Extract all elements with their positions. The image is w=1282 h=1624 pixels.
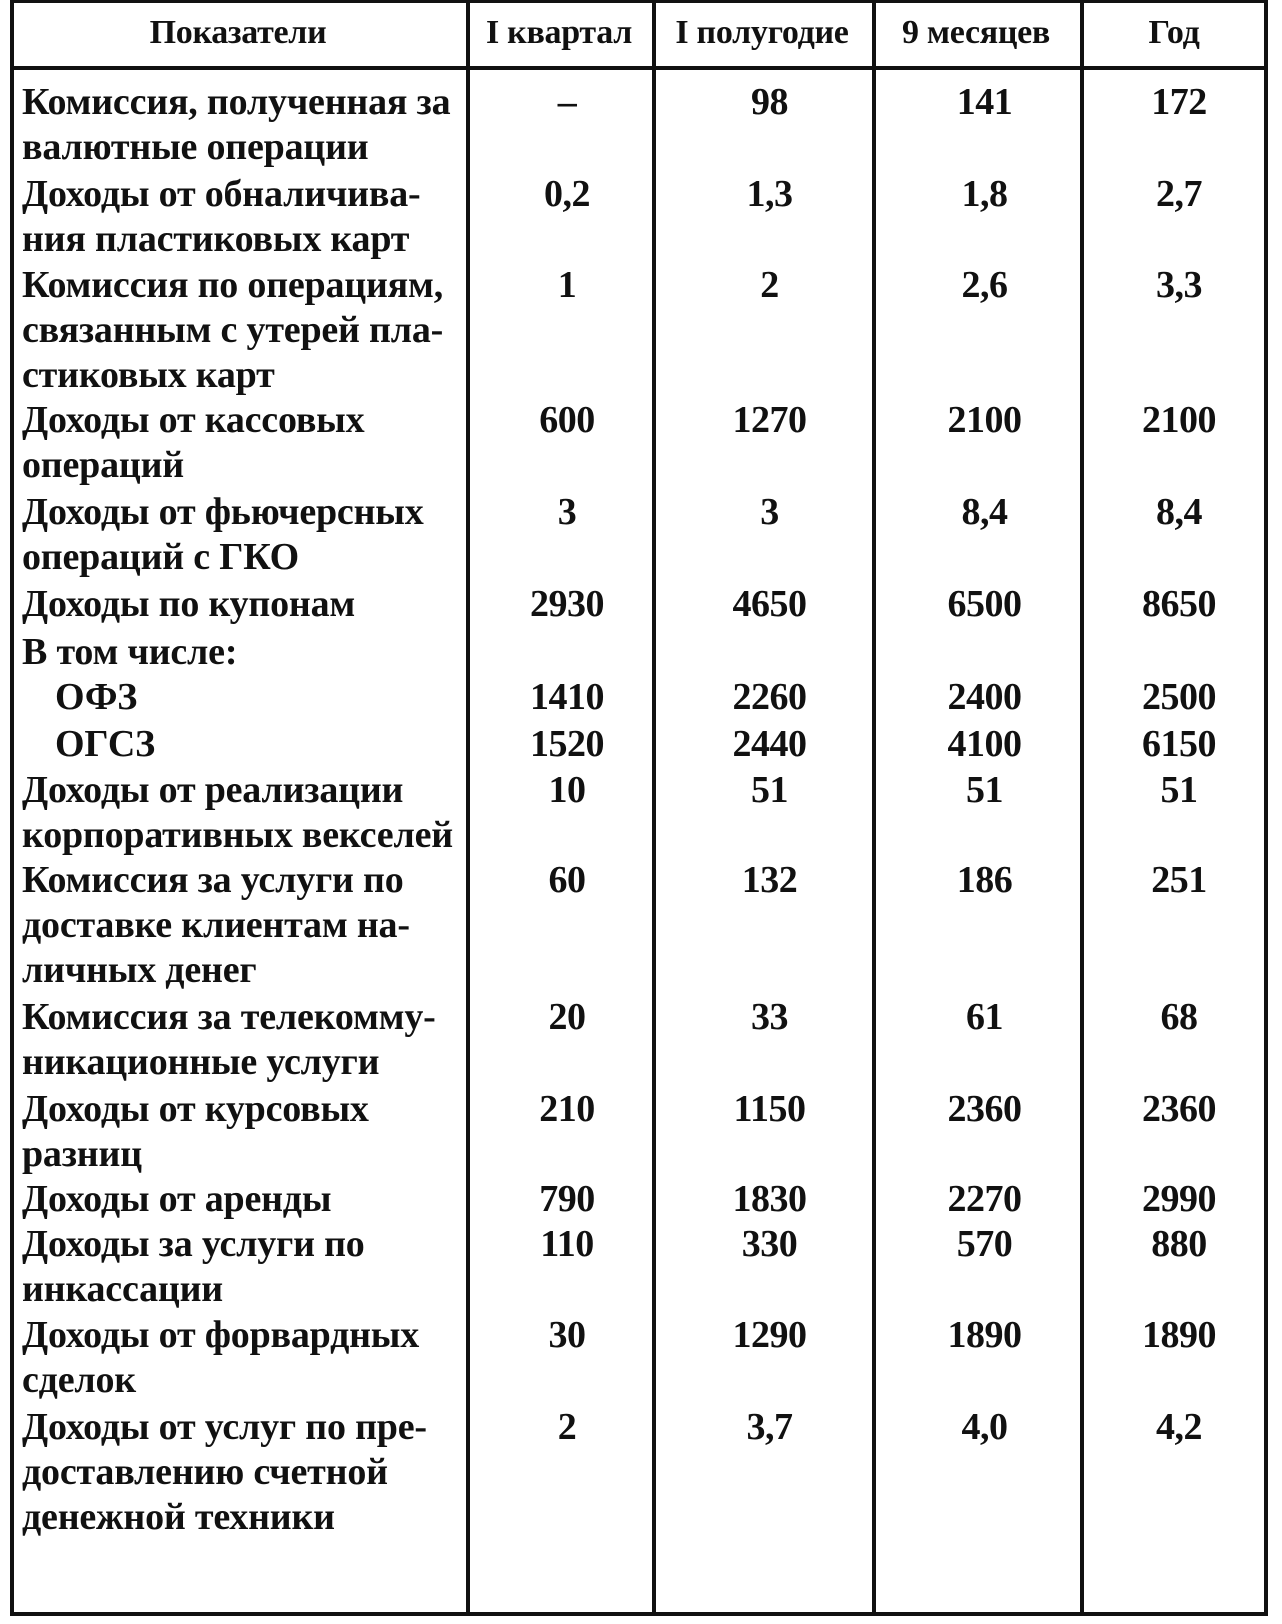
row-label: Доходы от реализации корпоративных векселей [22,769,453,856]
cell-year: 4,2 [1156,1406,1202,1448]
cell-year: 51 [1160,769,1198,811]
cell-year: 68 [1160,996,1198,1038]
row-label: Доходы по купонам [22,583,356,625]
cell-9months: 51 [966,769,1003,811]
cell-q1: 2 [557,1406,577,1448]
cell-9months: 186 [956,859,1013,901]
cell-9months: 2,6 [961,264,1008,306]
cell-9months: 570 [956,1223,1013,1265]
cell-9months: 8,4 [961,491,1008,533]
cell-year: 6150 [1142,723,1216,765]
cell-9months: 2400 [947,676,1022,718]
cell-q1: 1520 [530,723,604,765]
row-label: Комиссия за телекомму- никационные услуги [22,996,436,1083]
row-label: Доходы от услуг по пре- доставлению счетной денежной техники [22,1406,427,1538]
row-label: Комиссия, полученная за валютные операции [22,81,451,168]
cell-h1: 98 [751,81,788,123]
cell-year: 8650 [1142,583,1216,625]
cell-h1: 1150 [733,1088,806,1130]
cell-q1: 600 [539,399,595,441]
cell-q1: 2930 [530,583,604,625]
row-label: Доходы от фьючерсных операций с ГКО [22,491,424,578]
cell-q1: – [557,81,577,123]
cell-q1: 1410 [530,676,604,718]
row-label: ОГСЗ [55,723,155,765]
cell-h1: 2 [760,264,779,306]
cell-h1: 3,7 [746,1406,793,1448]
cell-9months: 2100 [947,399,1022,441]
cell-9months: 61 [966,996,1003,1038]
cell-year: 1890 [1142,1314,1216,1356]
cell-9months: 2360 [947,1088,1022,1130]
cell-q1: 1 [557,264,577,306]
header-year: Год [1148,14,1200,51]
cell-year: 172 [1151,81,1207,123]
cell-q1: 110 [540,1223,594,1265]
row-label: Доходы от кассовых операций [22,399,365,486]
cell-h1: 33 [751,996,788,1038]
cell-q1: 10 [548,769,586,811]
cell-year: 2360 [1142,1088,1216,1130]
cell-q1: 30 [548,1314,586,1356]
row-label: Доходы от аренды [22,1178,332,1220]
cell-9months: 141 [956,81,1013,123]
cell-9months: 4100 [947,723,1022,765]
row-label: Доходы за услуги по инкассации [22,1223,365,1310]
row-label: Доходы от обналичива- ния пластиковых карт [22,173,421,260]
cell-h1: 1270 [732,399,807,441]
cell-9months: 2270 [947,1178,1022,1220]
cell-year: 2500 [1142,676,1216,718]
cell-year: 2100 [1142,399,1216,441]
cell-year: 8,4 [1156,491,1202,533]
row-label: В том числе: [22,631,238,673]
cell-9months: 1,8 [961,173,1008,215]
cell-year: 2990 [1142,1178,1216,1220]
cell-h1: 2440 [732,723,807,765]
header-9months: 9 месяцев [902,14,1050,51]
cell-h1: 4650 [732,583,807,625]
cell-q1: 60 [548,859,586,901]
cell-h1: 1830 [732,1178,807,1220]
header-h1: I полугодие [675,14,849,51]
cell-year: 3,3 [1156,264,1202,306]
cell-q1: 3 [557,491,577,533]
row-label: Комиссия за услуги по доставке клиентам на- личных денег [22,859,410,991]
cell-year: 2,7 [1156,173,1202,215]
header-indicators: Показатели [149,14,327,51]
cell-h1: 132 [741,859,798,901]
cell-year: 880 [1151,1223,1207,1265]
cell-h1: 330 [741,1223,798,1265]
header-q1: I квартал [486,14,632,51]
cell-q1: 20 [548,996,586,1038]
cell-h1: 1290 [732,1314,807,1356]
cell-9months: 6500 [947,583,1022,625]
row-label: ОФЗ [55,676,138,718]
cell-q1: 0,2 [544,173,590,215]
cell-q1: 790 [539,1178,595,1220]
cell-h1: 51 [751,769,788,811]
cell-h1: 3 [760,491,779,533]
row-label: Доходы от курсовых разниц [22,1088,369,1175]
cell-9months: 4,0 [961,1406,1008,1448]
cell-9months: 1890 [947,1314,1022,1356]
cell-h1: 2260 [732,676,807,718]
row-label: Доходы от форвардных сделок [22,1314,420,1401]
cell-year: 251 [1151,859,1207,901]
cell-q1: 210 [539,1088,595,1130]
row-label: Комиссия по операциям, связанным с утерей пла- стиковых карт [22,264,444,396]
cell-h1: 1,3 [746,173,793,215]
